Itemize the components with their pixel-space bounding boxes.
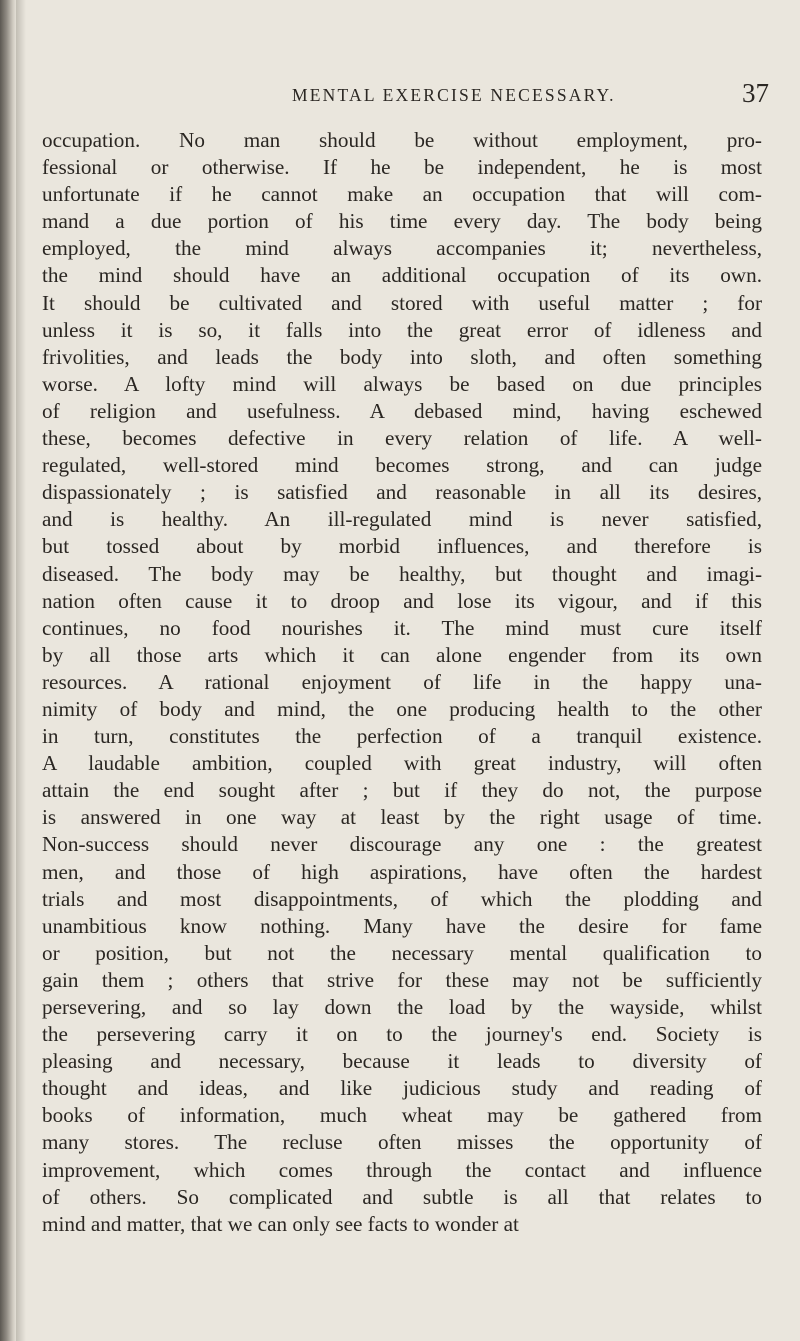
text-line: Non-success should never discourage any one : the greatest bbox=[42, 832, 762, 857]
text-line: gain them ; others that strive for these may not be sufficiently bbox=[42, 967, 762, 992]
text-line: the mind should have an additional occupation of its own. bbox=[42, 263, 762, 288]
text-line: unfortunate if he cannot make an occupation that will com- bbox=[42, 182, 762, 207]
text-line: unless it is so, it falls into the great error of idleness and bbox=[42, 317, 762, 342]
text-line: frivolities, and leads the body into sloth, and often something bbox=[42, 344, 762, 369]
text-line: of others. So complicated and subtle is all that relates to bbox=[42, 1184, 762, 1209]
text-line: mind and matter, that we can only see facts to wonder at bbox=[42, 1211, 519, 1236]
text-line: or position, but not the necessary mental qualification to bbox=[42, 940, 762, 965]
text-line: continues, no food nourishes it. The mind must cure itself bbox=[42, 615, 762, 640]
text-line: It should be cultivated and stored with useful matter ; for bbox=[42, 290, 762, 315]
text-line: men, and those of high aspirations, have often the hardest bbox=[42, 859, 762, 884]
text-line: employed, the mind always accompanies it; nevertheless, bbox=[42, 236, 762, 261]
text-line: books of information, much wheat may be gathered from bbox=[42, 1103, 762, 1128]
text-line: by all those arts which it can alone engender from its own bbox=[42, 642, 762, 667]
text-line: of religion and usefulness. A debased mind, having eschewed bbox=[42, 398, 762, 423]
gutter-shade bbox=[16, 0, 26, 1341]
text-line: in turn, constitutes the perfection of a tranquil existence. bbox=[42, 724, 762, 749]
text-line: the persevering carry it on to the journey's end. Society is bbox=[42, 1022, 762, 1047]
text-line: A laudable ambition, coupled with great industry, will often bbox=[42, 751, 762, 776]
running-head: MENTAL EXERCISE NECESSARY. bbox=[292, 85, 616, 105]
text-line: nimity of body and mind, the one producing health to the other bbox=[42, 696, 762, 721]
text-line: pleasing and necessary, because it leads to diversity of bbox=[42, 1049, 762, 1074]
text-line: persevering, and so lay down the load by the wayside, whilst bbox=[42, 995, 762, 1019]
text-line: these, becomes defective in every relation of life. A well- bbox=[42, 426, 762, 451]
book-spine-shadow bbox=[0, 0, 16, 1341]
text-line: fessional or otherwise. If he be independent, he is most bbox=[42, 155, 762, 180]
text-line: resources. A rational enjoyment of life in the happy una- bbox=[42, 669, 762, 694]
text-line: occupation. No man should be without employment, pro- bbox=[42, 128, 762, 152]
text-line: thought and ideas, and like judicious study and reading of bbox=[42, 1076, 762, 1101]
text-line: dispassionately ; is satisfied and reasonable in all its desires, bbox=[42, 480, 762, 505]
text-line: but tossed about by morbid influences, and therefore is bbox=[42, 534, 762, 559]
text-line: nation often cause it to droop and lose its vigour, and if this bbox=[42, 588, 762, 613]
text-line: improvement, which comes through the contact and influence bbox=[42, 1157, 762, 1182]
text-line: and is healthy. An ill-regulated mind is never satisfied, bbox=[42, 507, 762, 532]
body-text bbox=[42, 127, 762, 1238]
text-line: mand a due portion of his time every day. The body being bbox=[42, 209, 762, 234]
text-line: diseased. The body may be healthy, but thought and imagi- bbox=[42, 561, 762, 586]
text-line: unambitious know nothing. Many have the desire for fame bbox=[42, 913, 762, 938]
text-line: many stores. The recluse often misses the opportunity of bbox=[42, 1130, 762, 1155]
text-line: regulated, well-stored mind becomes strong, and can judge bbox=[42, 453, 762, 478]
page-number: 37 bbox=[742, 78, 769, 108]
text-line: trials and most disappointments, of which the plodding and bbox=[42, 886, 762, 911]
text-line: worse. A lofty mind will always be based on due principles bbox=[42, 371, 762, 396]
text-line: is answered in one way at least by the right usage of time. bbox=[42, 805, 762, 830]
text-line: attain the end sought after ; but if they do not, the purpose bbox=[42, 778, 762, 803]
